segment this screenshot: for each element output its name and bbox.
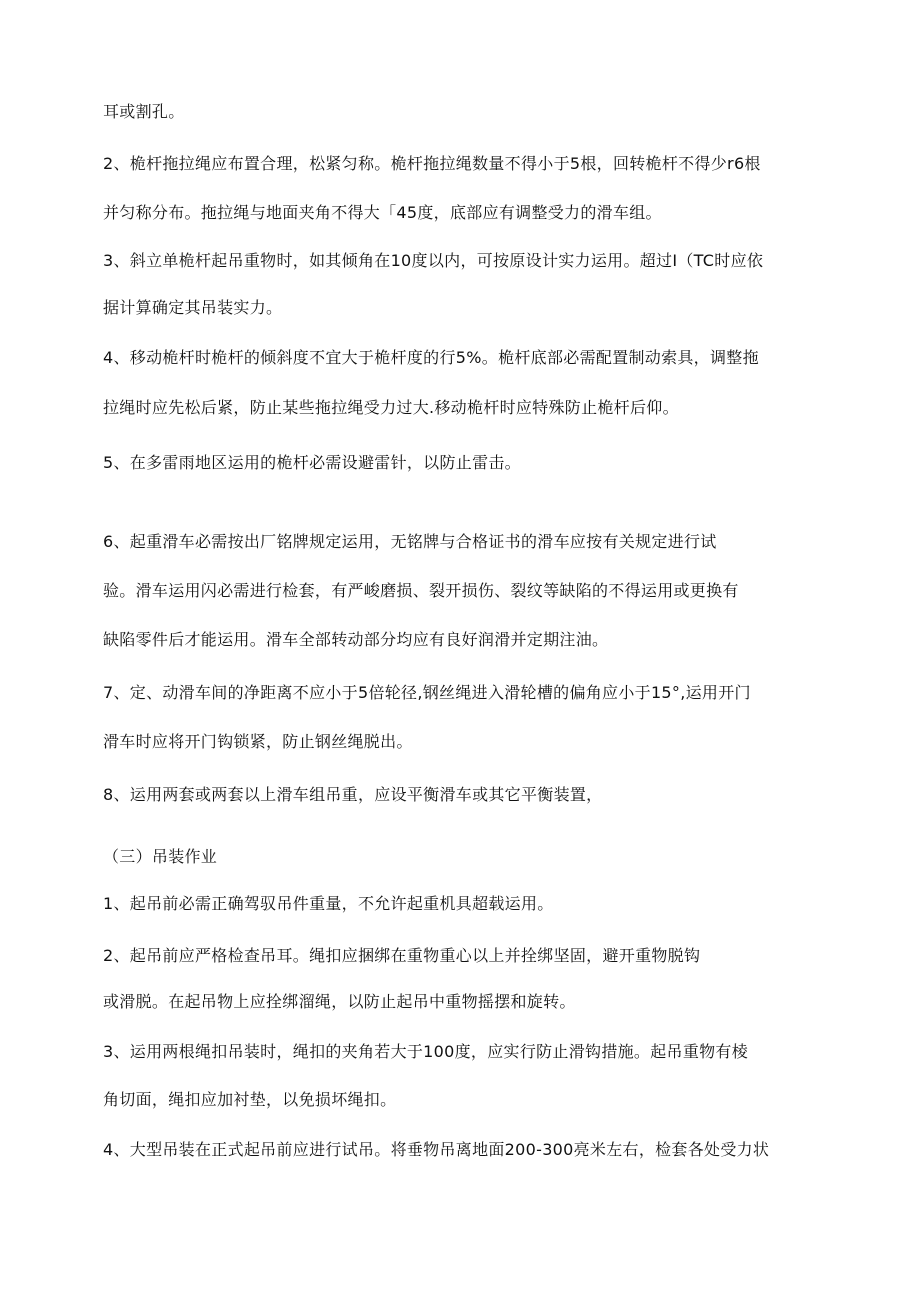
text-line-12: 7、定、动滑车间的净距离不应小于5倍轮径,钢丝绳进入滑轮槽的偏角应小于15°,运用开门 — [103, 683, 751, 702]
text-line-19: 3、运用两根绳扣吊装时，绳扣的夹角若大于100度，应实行防止滑钩措施。起吊重物有棱 — [103, 1042, 749, 1061]
text-line-3: 并匀称分布。拖拉绳与地面夹角不得大「45度，底部应有调整受力的滑车组。 — [103, 203, 662, 222]
text-line-20: 角切面，绳扣应加衬垫，以免损坏绳扣。 — [103, 1090, 397, 1109]
text-line-6: 4、移动桅杆时桅杆的倾斜度不宜大于桅杆度的行5%。桅杆底部必需配置制动索具，调整拖 — [103, 348, 759, 367]
text-line-9: 6、起重滑车必需按出厂铭牌规定运用，无铭牌与合格证书的滑车应按有关规定进行试 — [103, 532, 717, 551]
text-line-14: 8、运用两套或两套以上滑车组吊重，应设平衡滑车或其它平衡装置， — [103, 785, 603, 804]
text-line-16: 1、起吊前必需正确驾驭吊件重量，不允许起重机具超载运用。 — [103, 894, 554, 913]
text-line-17: 2、起吊前应严格检查吊耳。绳扣应捆绑在重物重心以上并拴绑坚固，避开重物脱钩 — [103, 946, 701, 965]
text-line-10: 验。滑车运用闪必需进行检套，有严峻磨损、裂开损伤、裂纹等缺陷的不得运用或更换有 — [103, 581, 739, 600]
text-line-8: 5、在多雷雨地区运用的桅杆必需设避雷针，以防止雷击。 — [103, 453, 521, 472]
text-line-13: 滑车时应将开门钩锁紧，防止钢丝绳脱出。 — [103, 732, 413, 751]
section-heading: （三）吊装作业 — [103, 847, 218, 866]
text-line-2: 2、桅杆拖拉绳应布置合理，松紧匀称。桅杆拖拉绳数量不得小于5根，回转桅杆不得少r6根 — [103, 154, 761, 173]
text-line-18: 或滑脱。在起吊物上应拴绑溜绳，以防止起吊中重物摇摆和旋转。 — [103, 992, 576, 1011]
text-line-4: 3、斜立单桅杆起吊重物时，如其倾角在10度以内，可按原设计实力运用。超过I（TC时应依 — [103, 251, 764, 270]
text-line-5: 据计算确定其吊装实力。 — [103, 298, 283, 317]
text-line-1: 耳或割孔。 — [103, 102, 185, 121]
text-line-7: 拉绳时应先松后紧，防止某些拖拉绳受力过大.移动桅杆时应特殊防止桅杆后仰。 — [103, 398, 679, 417]
text-line-11: 缺陷零件后才能运用。滑车全部转动部分均应有良好润滑并定期注油。 — [103, 630, 609, 649]
text-line-21: 4、大型吊装在正式起吊前应进行试吊。将垂物吊离地面200-300亮米左右，检套各处受力状 — [103, 1140, 770, 1159]
